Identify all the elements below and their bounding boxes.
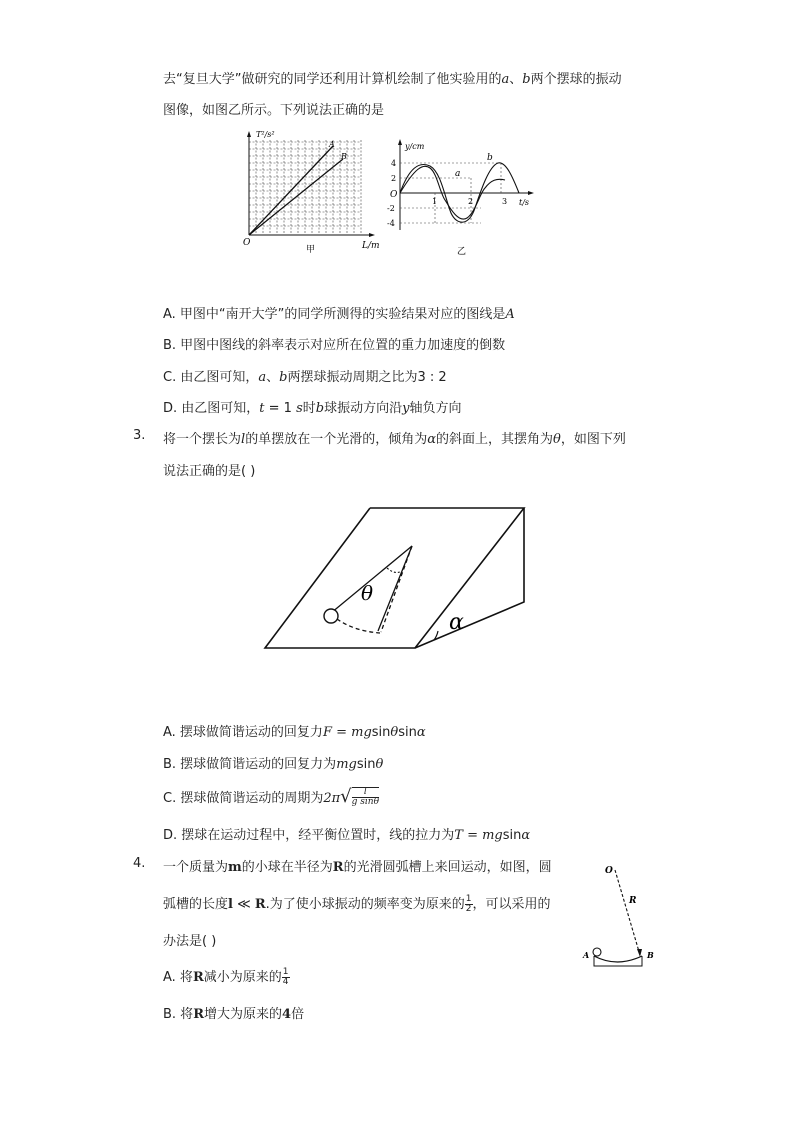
q4-number: 4. xyxy=(133,856,146,871)
stem-text: 弧槽的长度 xyxy=(163,897,229,912)
q3-stem-line2: 说法正确的是( ) xyxy=(163,464,256,479)
q2-option-d[interactable] xyxy=(163,397,461,416)
label-B: B xyxy=(647,950,654,960)
jia-ylabel: T²/s² xyxy=(256,130,275,139)
ratio: 3 : 2 xyxy=(417,370,447,385)
yi-ytick-neg4: -4 xyxy=(387,219,395,228)
option-text-3: 倍 xyxy=(291,1007,305,1022)
theta-arc xyxy=(387,568,402,572)
option-text: A. 将 xyxy=(163,970,193,985)
yi-caption: 乙 xyxy=(457,247,467,256)
sep: 、 xyxy=(509,72,523,87)
yi-label-a: a xyxy=(455,169,461,179)
var-A: A xyxy=(505,307,515,322)
var-R: R xyxy=(193,1007,204,1022)
option-text: C. 摆球做简谐运动的周期为 xyxy=(163,791,324,806)
q3-option-c[interactable] xyxy=(163,787,379,809)
q4-stem-line1 xyxy=(163,856,552,875)
var-t: t xyxy=(259,401,265,416)
stem-text: 将一个摆长为 xyxy=(163,432,242,447)
numerator: 1 xyxy=(465,894,472,904)
var-R: R xyxy=(254,897,266,912)
jia-xlabel: L/m xyxy=(362,241,380,251)
var-alpha: α xyxy=(416,725,426,740)
numerator: 1 xyxy=(282,967,289,977)
q2-intro-line1 xyxy=(163,68,622,87)
var-b: b xyxy=(522,72,531,87)
radius-line xyxy=(615,870,640,955)
var-y: y xyxy=(402,401,410,416)
yi-ylabel: y/cm xyxy=(405,142,425,151)
q3-option-d[interactable] xyxy=(163,824,530,843)
stem-text-3: 的斜面上，其摆角为 xyxy=(435,432,553,447)
var-b: b xyxy=(279,370,288,385)
stem-text-2: .为了使小球振动的频率变为原来的 xyxy=(265,897,465,912)
string-right xyxy=(378,546,412,631)
denominator: 4 xyxy=(282,977,289,987)
option-text-4: 轴负方向 xyxy=(409,401,462,416)
var-alpha: α xyxy=(427,432,436,447)
number: 4 xyxy=(282,1007,292,1022)
var-alpha: α xyxy=(521,828,531,843)
var-l: l xyxy=(228,897,233,912)
option-text: B. 将 xyxy=(163,1007,194,1022)
sqrt-numerator: l xyxy=(352,788,379,798)
q2-intro-line2: 图像，如图乙所示。下列说法正确的是 xyxy=(163,103,385,118)
incline-top-surface xyxy=(265,508,524,648)
groove-arc xyxy=(594,956,642,962)
jia-origin: O xyxy=(243,238,251,248)
option-text-2: 时 xyxy=(302,401,316,416)
jia-label-B: B xyxy=(341,152,347,161)
figure-jia-graph xyxy=(240,128,380,256)
option-text: D. 由乙图可知， xyxy=(163,401,260,416)
var-theta: θ xyxy=(375,757,384,772)
yi-origin: O xyxy=(390,190,398,200)
denominator: 2 xyxy=(465,904,472,914)
var-m: m xyxy=(228,860,242,875)
fraction-half xyxy=(465,895,473,914)
sqrt-denominator: g sinθ xyxy=(351,796,379,807)
figure-yi-graph xyxy=(385,138,535,256)
option-text-2: 增大为原来的 xyxy=(204,1007,283,1022)
option-text: A. 摆球做简谐运动的回复力 xyxy=(163,725,323,740)
fn-sin: sin xyxy=(398,725,417,740)
yi-xtick-2: 2 xyxy=(468,197,474,206)
groove-box xyxy=(594,956,642,966)
yi-label-b: b xyxy=(487,153,493,163)
stem-text-4: ，如图下列 xyxy=(560,432,626,447)
yi-xlabel: t/s xyxy=(519,198,530,207)
alpha-label: α xyxy=(449,610,464,635)
option-text: D. 摆球在运动过程中，经平衡位置时，线的拉力为 xyxy=(163,828,455,843)
incline-pendulum-figure xyxy=(262,505,530,653)
var-a: a xyxy=(258,370,267,385)
var-theta: θ xyxy=(553,432,561,447)
two-pi: 2π xyxy=(323,791,341,806)
stem-text-3: 的光滑圆弧槽上来回运动，如图，圆 xyxy=(343,860,552,875)
yi-ytick-neg2: -2 xyxy=(387,204,395,213)
var-theta: θ xyxy=(390,725,399,740)
q4-option-a[interactable] xyxy=(163,966,290,987)
swing-path xyxy=(337,619,380,633)
theta-label: θ xyxy=(361,581,374,605)
sqrt-expression: √ $\frac{l}{\text{g sinθ}}$ xyxy=(340,786,379,807)
unit-s: s xyxy=(296,401,303,416)
option-text: C. 由乙图可知， xyxy=(163,370,259,385)
stem-text-2: 的单摆放在一个光滑的，倾角为 xyxy=(245,432,428,447)
label-R: R xyxy=(629,896,637,906)
yi-ytick-4: 4 xyxy=(391,159,397,168)
q2-intro-text: 去“复旦大学”做研究的同学还利用计算机绘制了他实验用的 xyxy=(163,72,502,87)
option-text-2: 两摆球振动周期之比为 xyxy=(287,370,418,385)
var-R: R xyxy=(332,860,344,875)
q3-stem-line1 xyxy=(163,428,626,447)
fn-sin: sin xyxy=(371,725,391,740)
q2-option-c[interactable] xyxy=(163,366,447,385)
stem-text-3: ，可以采用的 xyxy=(472,897,551,912)
var-l: l xyxy=(241,432,246,447)
yi-xtick-1: 1 xyxy=(432,197,438,206)
q3-option-a[interactable] xyxy=(163,721,426,740)
q4-option-b[interactable] xyxy=(163,1003,304,1022)
yi-xtick-3: 3 xyxy=(502,197,508,206)
yi-ytick-2: 2 xyxy=(391,174,397,183)
fn-sin: sin xyxy=(502,828,522,843)
fn-sin: sin xyxy=(356,757,376,772)
var-a: a xyxy=(501,72,510,87)
stem-text: 一个质量为 xyxy=(163,860,229,875)
q2-intro-text-2: 两个摆球的振动 xyxy=(530,72,622,87)
q3-number: 3. xyxy=(133,428,146,443)
ball xyxy=(593,948,601,956)
option-text-3: 球振动方向沿 xyxy=(324,401,403,416)
much-less-than: ≪ xyxy=(232,897,255,912)
arc-groove-figure xyxy=(580,860,660,970)
formula: T = mg xyxy=(454,828,503,843)
formula: F = mg xyxy=(322,725,372,740)
fraction-quarter xyxy=(282,968,290,987)
jia-label-A: A xyxy=(329,140,335,149)
q3-option-b[interactable] xyxy=(163,753,383,772)
q2-option-b[interactable]: B. 甲图中图线的斜率表示对应所在位置的重力加速度的倒数 xyxy=(163,338,506,353)
label-A: A xyxy=(583,950,590,960)
pendulum-bob xyxy=(324,609,338,623)
q4-stem-line3: 办法是( ) xyxy=(163,934,217,949)
q2-option-a[interactable] xyxy=(163,303,515,322)
jia-caption: 甲 xyxy=(306,245,316,255)
q4-stem-line2 xyxy=(163,893,551,914)
option-text: A. 甲图中“南开大学”的同学所测得的实验结果对应的图线是 xyxy=(163,307,506,322)
var-R: R xyxy=(192,970,204,985)
value: = 1 xyxy=(264,401,297,416)
label-O: O xyxy=(605,866,613,876)
formula: mg xyxy=(336,757,357,772)
sep: 、 xyxy=(266,370,280,385)
option-text-2: 减小为原来的 xyxy=(203,970,282,985)
option-text: B. 摆球做简谐运动的回复力为 xyxy=(163,757,337,772)
stem-text-2: 的小球在半径为 xyxy=(241,860,333,875)
var-b: b xyxy=(315,401,325,416)
